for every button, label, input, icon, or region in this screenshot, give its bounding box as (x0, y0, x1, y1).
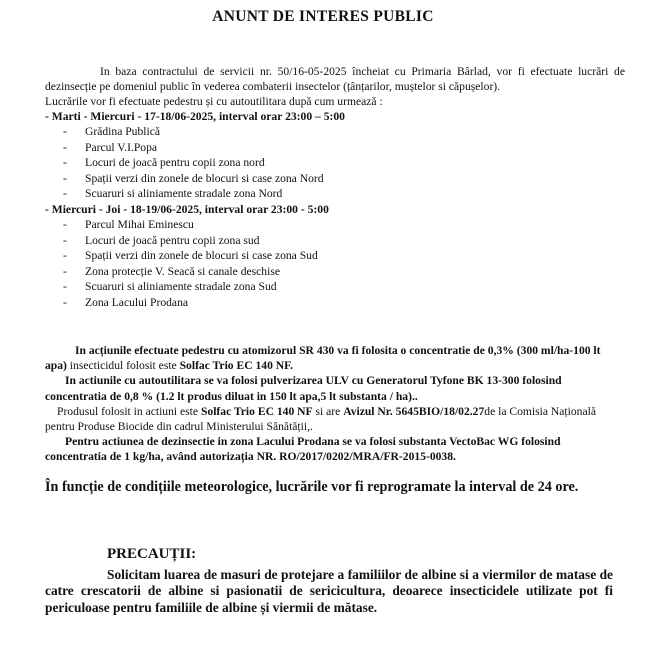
details-paragraph-3: Produsul folosit in actiuni este Solfac Trio EC 140 NF si are Avizul Nr. 5645BIO/18/02.27de la Comisia Națională pentru Produse Biocide din cadrul Ministerului Sănătății,. (45, 404, 596, 434)
list-item: - Parcul V.I.Popa (63, 140, 158, 154)
list-item: - Locuri de joacă pentru copii zona nord (63, 156, 265, 170)
intro-section (45, 64, 625, 311)
details-paragraph-1: In acțiunile efectuate pedestru cu atomizorul SR 430 va fi folosita o concentratie de 0,3% (300 ml/ha-100 lt apa) insecticidul folosit este Solfac Trio EC 140 NF. (45, 344, 601, 373)
details-section (45, 343, 613, 465)
list-item: - Locuri de joacă pentru copii zona sud (63, 233, 260, 247)
list-item: - Scuaruri si aliniamente stradale zona Sud (63, 280, 277, 294)
list-item: - Parcul Mihai Eminescu (63, 217, 194, 231)
list-item: - Zona Lacului Prodana (63, 295, 189, 309)
weather-note: În funcție de condițiile meteorologice, lucrările vor fi reprogramate la interval de 24 ore. (45, 479, 579, 495)
period-heading-1: - Marti - Miercuri - 17-18/06-2025, interval orar 23:00 – 5:00 (45, 110, 345, 123)
intro-paragraph: In baza contractului de servicii nr. 50/16-05-2025 încheiat cu Primaria Bârlad, vor fi efectuate lucrări de dezinsecție pe domeniul public în vederea combaterii insectelor (țânțarilor, muștelor si căpușelor). (45, 65, 625, 93)
intro-lead: Lucrările vor fi efectuate pedestru și cu autoutilitara după cum urmează : (45, 95, 383, 108)
details-paragraph-4: Pentru actiunea de dezinsectie in zona Lacului Prodana se va folosi substanta VectoBac WG folosind concentratia de 1 kg/ha, având autorizația NR. RO/2017/0202/MRA/FR-2015-0038. (45, 435, 561, 464)
list-item: - Scuaruri si aliniamente stradale zona Nord (63, 187, 283, 201)
period-1-list (45, 124, 625, 202)
period-2-list (45, 217, 625, 311)
list-item: - Spații verzi din zonele de blocuri si case zona Sud (63, 249, 318, 263)
list-item: - Grădina Publică (63, 125, 161, 138)
list-item: - Spații verzi din zonele de blocuri si case zona Nord (63, 171, 324, 185)
page-title: ANUNT DE INTERES PUBLIC (212, 8, 434, 25)
list-item: - Zona protecție V. Seacă si canale deschise (63, 264, 280, 278)
period-heading-2: - Miercuri - Joi - 18-19/06-2025, interval orar 23:00 - 5:00 (45, 202, 329, 216)
precautions-text: Solicitam luarea de masuri de protejare a familiilor de albine si a viermilor de matase de catre crescatorii de albine si pasionatii de sericicultura, deoarece insecticidele utilizate pot fi periculoase pentru familiile de albine și viermii de mătase. (45, 567, 613, 615)
details-paragraph-2: In actiunile cu autoutilitara se va folosi pulverizarea ULV cu Generatorul Tyfone BK 13-300 folosind concentratia de 0,8 % (1.2 lt produs diluat in 150 lt apa,5 lt substanta / ha).. (45, 374, 562, 403)
precautions-heading: PRECAUȚII: (107, 546, 197, 562)
